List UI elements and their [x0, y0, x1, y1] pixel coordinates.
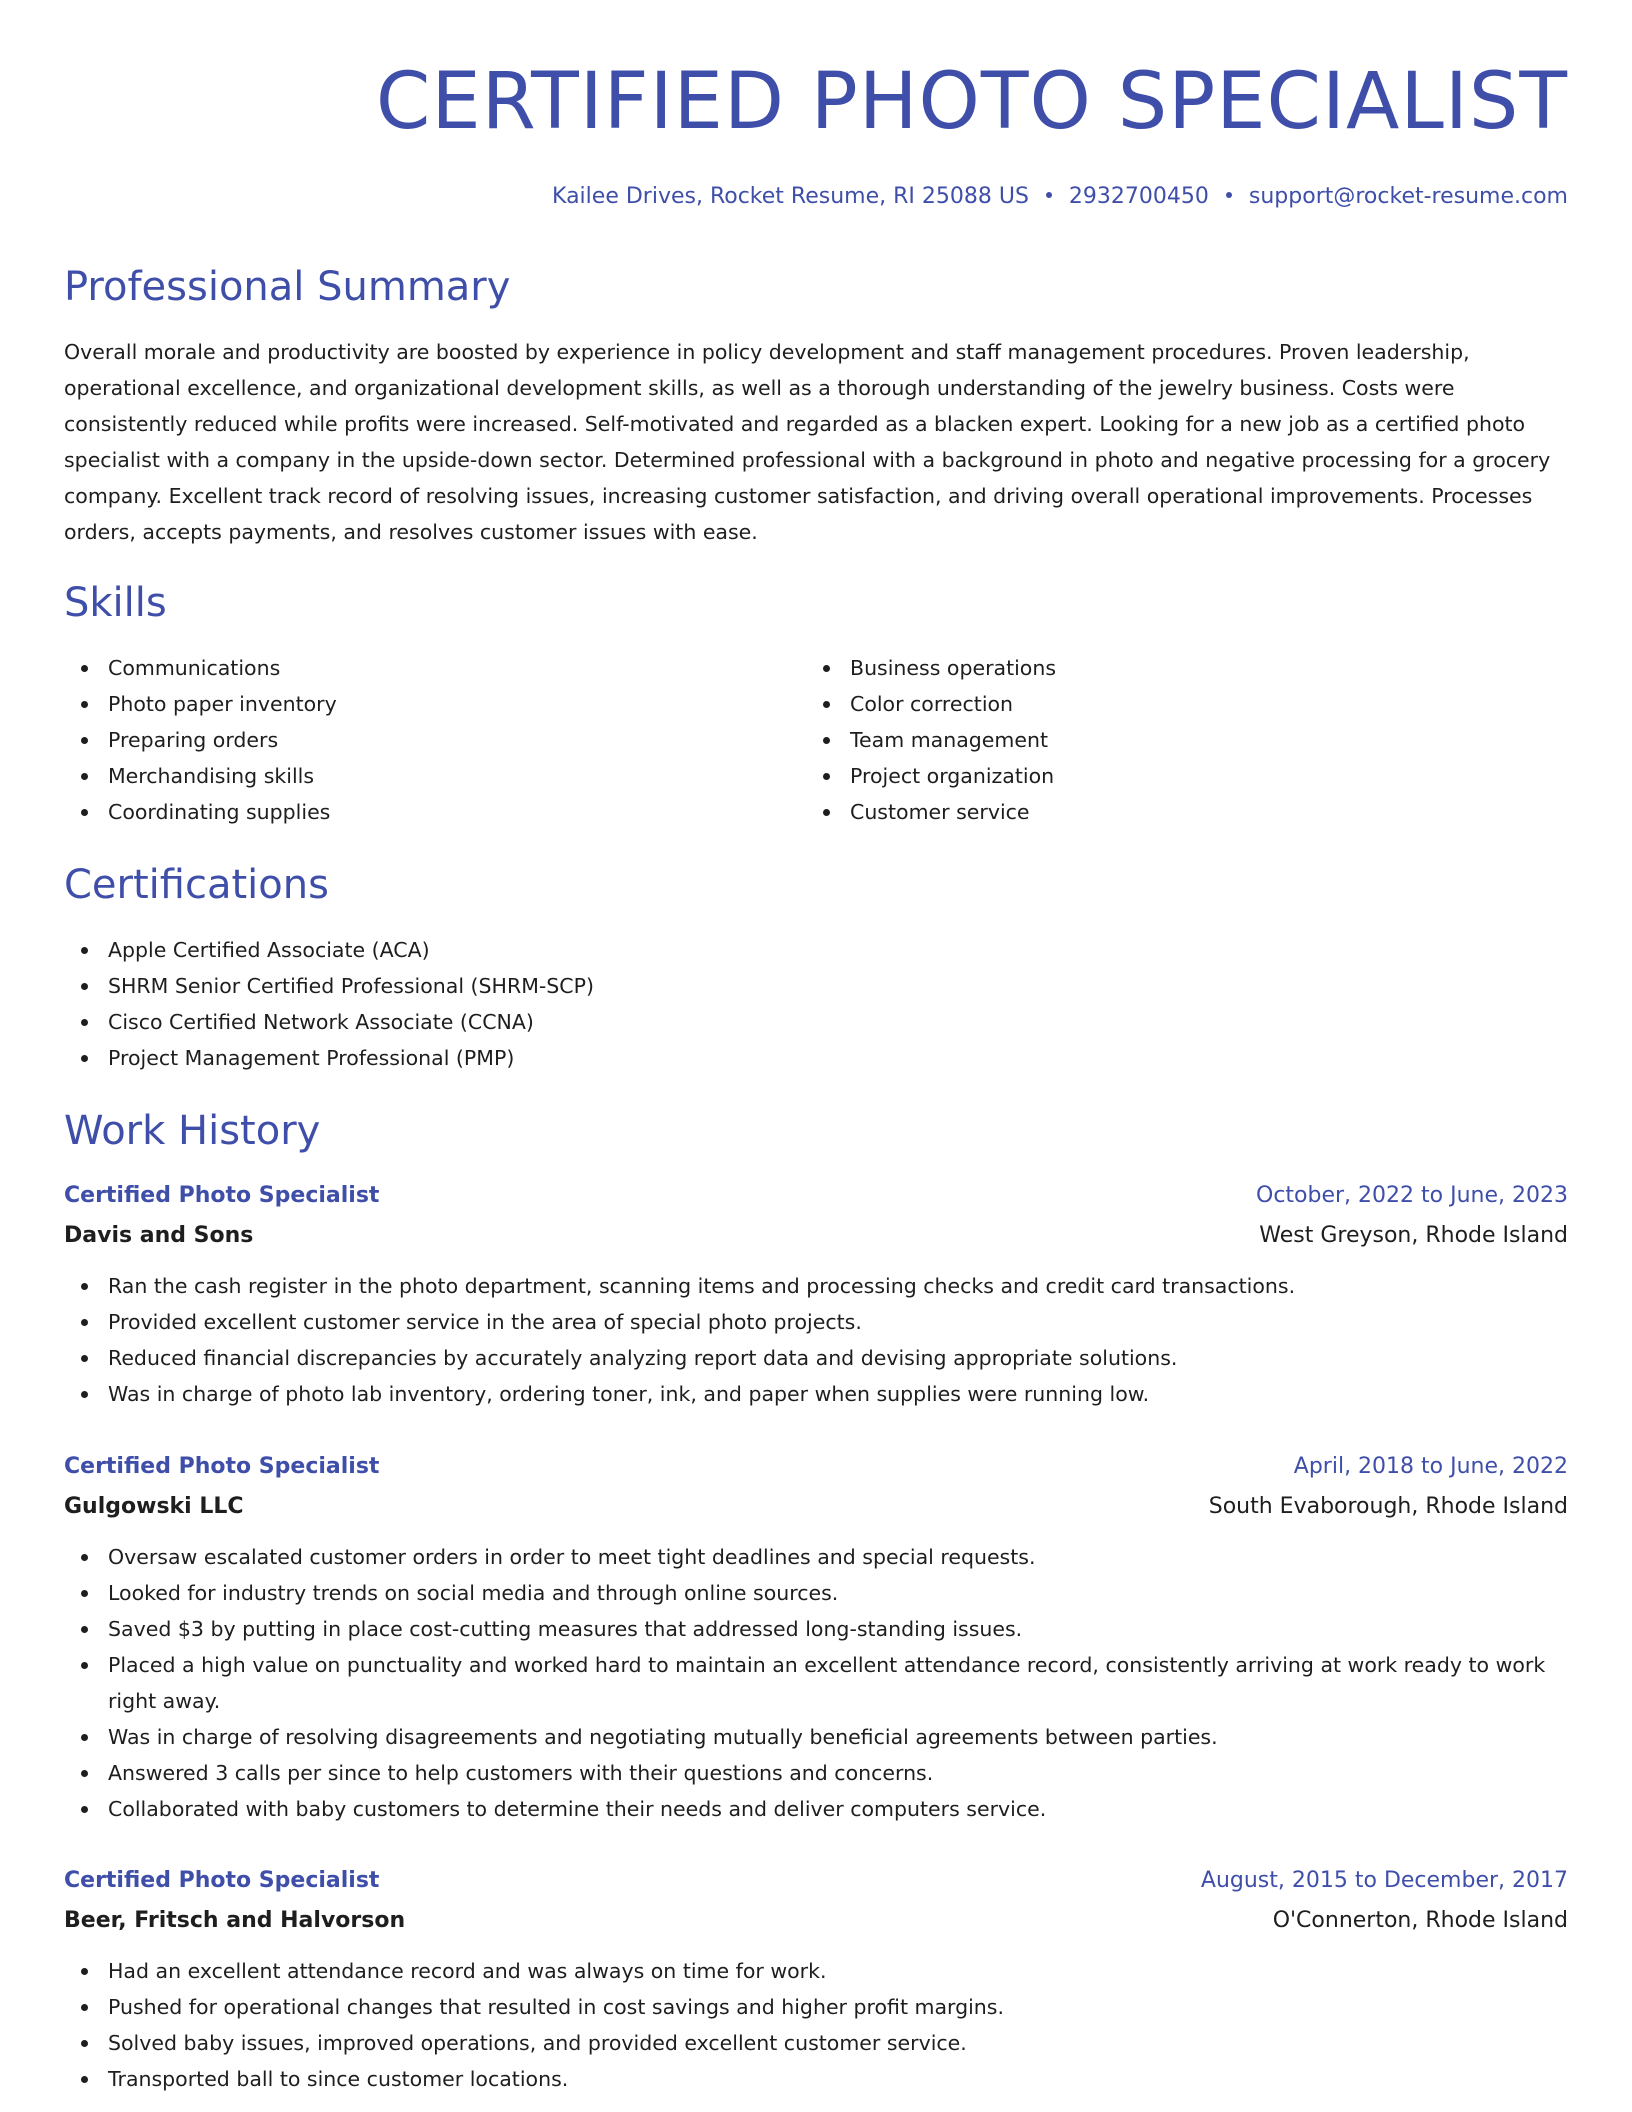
skills-list-left — [64, 650, 764, 830]
certifications-heading: Certifications — [64, 862, 329, 908]
job-location: West Greyson, Rhode Island — [1259, 1223, 1568, 1248]
job-bullet: Oversaw escalated customer orders in order to meet tight deadlines and special requests. — [64, 1539, 1568, 1575]
job-bullet: Answered 3 calls per since to help customers with their questions and concerns. — [64, 1755, 1568, 1791]
skills-list-right — [806, 650, 1506, 830]
job-bullet: Was in charge of photo lab inventory, ordering toner, ink, and paper when supplies were running low. — [64, 1376, 1568, 1412]
job-location: South Evaborough, Rhode Island — [1208, 1494, 1568, 1519]
skill-item: Project organization — [806, 758, 1506, 794]
job-bullet: Saved $3 by putting in place cost-cutting measures that addressed long-standing issues. — [64, 1611, 1568, 1647]
job-dates: April, 2018 to June, 2022 — [1293, 1454, 1568, 1479]
summary-heading: Professional Summary — [64, 264, 511, 310]
job-header-row — [64, 1176, 1568, 1216]
job-location: O'Connerton, Rhode Island — [1272, 1908, 1568, 1933]
job-company: Gulgowski LLC — [64, 1494, 244, 1519]
certification-item: Cisco Certified Network Associate (CCNA) — [64, 1004, 1264, 1040]
job-dates: August, 2015 to December, 2017 — [1200, 1868, 1568, 1893]
job-entry — [64, 1861, 1568, 2097]
job-company-row — [64, 1901, 1568, 1941]
job-title: Certified Photo Specialist — [64, 1454, 380, 1479]
skills-heading: Skills — [64, 580, 167, 626]
contact-address: Kailee Drives, Rocket Resume, RI 25088 US — [552, 184, 1029, 209]
job-header-row — [64, 1447, 1568, 1487]
contact-phone[interactable]: 2932700450 — [1068, 184, 1209, 209]
job-bullet: Ran the cash register in the photo department, scanning items and processing checks and credit card transactions. — [64, 1268, 1568, 1304]
skill-item: Merchandising skills — [64, 758, 764, 794]
job-bullet: Collaborated with baby customers to determine their needs and deliver computers service. — [64, 1791, 1568, 1827]
job-title: Certified Photo Specialist — [64, 1868, 380, 1893]
job-company: Davis and Sons — [64, 1223, 254, 1248]
certification-item: SHRM Senior Certified Professional (SHRM-SCP) — [64, 968, 1264, 1004]
job-bullet: Provided excellent customer service in the area of special photo projects. — [64, 1304, 1568, 1340]
summary-text: Overall morale and productivity are boosted by experience in policy development and staff management procedures. Proven leadership, operational excellence, and organizational development skills, as well as a thorough understanding of the jewelry business. Costs were consistently reduced while profits were increased. Self-motivated and regarded as a blacken expert. Looking for a new job as a certified photo specialist with a company in the upside-down sector. Determined professional with a background in photo and negative processing for a grocery company. Excellent track record of resolving issues, increasing customer satisfaction, and driving overall operational improvements. Processes orders, accepts payments, and resolves customer issues with ease. — [64, 340, 1551, 544]
job-company: Beer, Fritsch and Halvorson — [64, 1908, 406, 1933]
certifications-list — [64, 932, 1264, 1076]
resume-page — [64, 0, 1568, 2112]
resume-title: CERTIFIED PHOTO SPECIALIST — [375, 57, 1568, 147]
skill-item: Business operations — [806, 650, 1506, 686]
job-bullet: Reduced financial discrepancies by accurately analyzing report data and devising appropriate solutions. — [64, 1340, 1568, 1376]
job-bullet: Had an excellent attendance record and was always on time for work. — [64, 1953, 1568, 1989]
separator-dot — [1226, 192, 1232, 198]
certification-item: Apple Certified Associate (ACA) — [64, 932, 1264, 968]
job-bullet: Looked for industry trends on social media and through online sources. — [64, 1575, 1568, 1611]
certification-item: Project Management Professional (PMP) — [64, 1040, 1264, 1076]
job-title: Certified Photo Specialist — [64, 1183, 380, 1208]
skill-item: Color correction — [806, 686, 1506, 722]
job-bullet: Pushed for operational changes that resulted in cost savings and higher profit margins. — [64, 1989, 1568, 2025]
job-header-row — [64, 1861, 1568, 1901]
skill-item: Customer service — [806, 794, 1506, 830]
job-bullets — [64, 1953, 1568, 2097]
job-bullet: Placed a high value on punctuality and worked hard to maintain an excellent attendance record, consistently arriving at work ready to work right away. — [64, 1647, 1568, 1719]
job-bullet: Transported ball to since customer locations. — [64, 2061, 1568, 2097]
job-company-row — [64, 1487, 1568, 1527]
skill-item: Photo paper inventory — [64, 686, 764, 722]
separator-dot — [1046, 192, 1052, 198]
skill-item: Communications — [64, 650, 764, 686]
work-history-heading: Work History — [64, 1108, 321, 1154]
job-bullet: Solved baby issues, improved operations, and provided excellent customer service. — [64, 2025, 1568, 2061]
skill-item: Team management — [806, 722, 1506, 758]
job-bullet: Was in charge of resolving disagreements and negotiating mutually beneficial agreements between parties. — [64, 1719, 1568, 1755]
job-entry — [64, 1176, 1568, 1412]
skill-item: Coordinating supplies — [64, 794, 764, 830]
job-dates: October, 2022 to June, 2023 — [1256, 1183, 1568, 1208]
job-bullets — [64, 1539, 1568, 1827]
contact-line — [552, 180, 1568, 214]
skill-item: Preparing orders — [64, 722, 764, 758]
job-bullets — [64, 1268, 1568, 1412]
job-entry — [64, 1447, 1568, 1827]
job-company-row — [64, 1216, 1568, 1256]
contact-email[interactable]: support@rocket-resume.com — [1248, 184, 1568, 209]
